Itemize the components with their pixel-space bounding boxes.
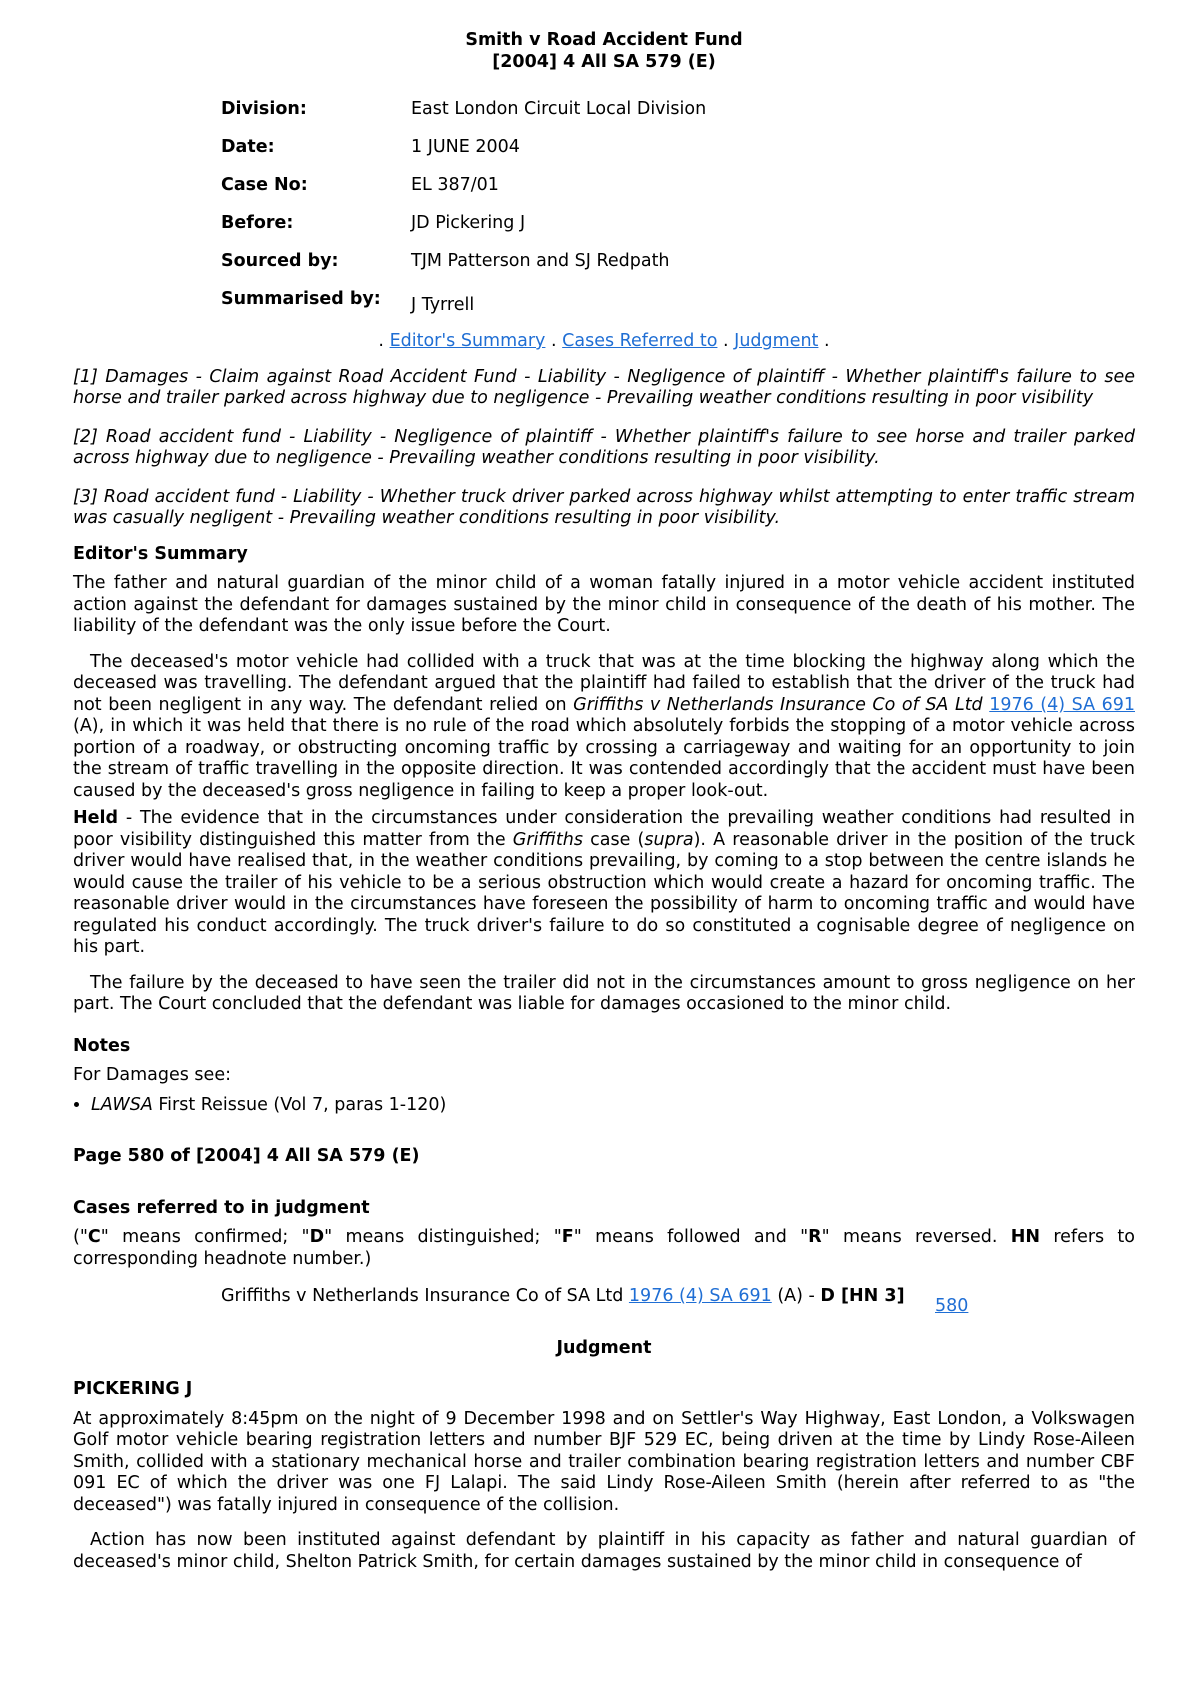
- nav-link-editors-summary[interactable]: Editor's Summary: [389, 331, 546, 351]
- judge-name: PICKERING J: [73, 1379, 193, 1399]
- sourced-label: Sourced by:: [221, 251, 339, 271]
- case-referred-row: [221, 1286, 1135, 1318]
- date-label: Date:: [221, 137, 275, 157]
- headnote-2: [2] Road accident fund - Liability - Negligence of plaintiff - Whether plaintiff's failure to see horse and trailer parked across highway due to negligence - Prevailing weather conditions resulting in poor visibility.: [73, 426, 1135, 468]
- section-nav: [73, 331, 1135, 353]
- nav-separator: .: [723, 331, 729, 351]
- caseno-value: EL 387/01: [411, 175, 499, 195]
- judgment-heading: Judgment: [556, 1337, 652, 1358]
- nav-separator: .: [378, 331, 384, 351]
- headnote-1: [1] Damages - Claim against Road Accident Fund - Liability - Negligence of plaintiff - Whether plaintiff's failure to see horse and trailer parked across highway due to negligence - Prevailing weather conditions resulting in poor visibility: [73, 366, 1135, 408]
- nav-separator: .: [824, 331, 830, 351]
- citation-link[interactable]: 1976 (4) SA 691: [989, 694, 1135, 715]
- nav-separator: .: [551, 331, 557, 351]
- summary-paragraph-1: The father and natural guardian of the minor child of a woman fatally injured in a motor vehicle accident instituted action against the defendant for damages sustained by the minor child in consequence of the death of his mother. The liability of the defendant was the only issue before the Court.: [73, 573, 1135, 636]
- case-referred-text: Griffiths v Netherlands Insurance Co of SA Ltd 1976 (4) SA 691 (A) - D [HN 3]: [221, 1286, 905, 1306]
- cases-legend: ("C" means confirmed; "D" means distinguished; "F" means followed and "R" means reversed. HN refers to corresponding headnote number.): [73, 1227, 1136, 1269]
- summary-paragraph-2: The deceased's motor vehicle had collided with a truck that was at the time blocking the highway along which the deceased was travelling. The defendant argued that the plaintiff had failed to establish that the driver of the truck had not been negligent in any way. The defendant relied on Griffiths v Netherlands Insurance Co of SA Ltd 1976 (4) SA 691 (A), in which it was held that there is no rule of the road which absolutely forbids the stopping of a motor vehicle across portion of a roadway, or obstructing oncoming traffic by crossing a carriageway and waiting for an opportunity to join the stream of traffic travelling in the opposite direction. It was contended accordingly that the accident must have been caused by the deceased's gross negligence in failing to keep a proper look-out.: [73, 651, 1135, 801]
- before-label: Before:: [221, 213, 294, 233]
- case-name-italic: Griffiths v Netherlands Insurance Co of SA Ltd: [573, 694, 983, 715]
- case-title: Smith v Road Accident Fund: [465, 30, 743, 50]
- division-value: East London Circuit Local Division: [411, 99, 707, 119]
- division-label: Division:: [221, 99, 307, 119]
- notes-list: [73, 1095, 1135, 1117]
- cases-referred-heading: Cases referred to in judgment: [73, 1197, 370, 1218]
- case-citation: [2004] 4 All SA 579 (E): [492, 51, 716, 72]
- case-page-link[interactable]: 580: [935, 1296, 969, 1316]
- case-citation-link[interactable]: 1976 (4) SA 691: [628, 1286, 772, 1306]
- sourced-value: TJM Patterson and SJ Redpath: [411, 251, 670, 271]
- before-value: JD Pickering J: [411, 213, 526, 233]
- case-metadata-table: [221, 93, 706, 327]
- list-item: • LAWSA First Reissue (Vol 7, paras 1-120): [91, 1095, 1135, 1117]
- summarised-value: J Tyrrell: [411, 295, 475, 315]
- judgment-paragraph-1: At approximately 8:45pm on the night of 9 December 1998 and on Settler's Way Highway, East London, a Volkswagen Golf motor vehicle bearing registration letters and number BJF 529 EC, being driven at the time by Lindy Rose-Aileen Smith, collided with a stationary mechanical horse and trailer combination bearing registration letters and number CBF 091 EC of which the driver was one FJ Lalapi. The said Lindy Rose-Aileen Smith (herein after referred to as "the deceased") was fatally injured in consequence of the collision.: [73, 1408, 1135, 1515]
- caseno-label: Case No:: [221, 175, 308, 195]
- held-label: Held: [73, 808, 119, 828]
- summary-held-paragraph: Held - The evidence that in the circumstances under consideration the prevailing weather conditions had resulted in poor visibility distinguished this matter from the Griffiths case (supra). A reasonable driver in the position of the truck driver would have realised that, in the weather conditions prevailing, by coming to a stop between the centre islands he would cause the trailer of his vehicle to be a serious obstruction which would create a hazard for oncoming traffic. The reasonable driver would in the circumstances have foreseen the possibility of harm to oncoming traffic and would have regulated his conduct accordingly. The truck driver's failure to do so constituted a cognisable degree of negligence on his part.: [73, 808, 1135, 957]
- judgment-paragraph-2: Action has now been instituted against defendant by plaintiff in his capacity as father and natural guardian of deceased's minor child, Shelton Patrick Smith, for certain damages sustained by the minor child in consequence of: [73, 1530, 1135, 1572]
- summarised-label: Summarised by:: [221, 289, 381, 309]
- date-value: 1 JUNE 2004: [411, 137, 520, 157]
- notes-heading: Notes: [73, 1035, 131, 1056]
- document-body: [73, 30, 1135, 1573]
- nav-link-cases-referred[interactable]: Cases Referred to: [562, 331, 718, 351]
- summary-paragraph-4: The failure by the deceased to have seen the trailer did not in the circumstances amount to gross negligence on her part. The Court concluded that the defendant was liable for damages occasioned to the minor child.: [73, 972, 1135, 1014]
- notes-intro: For Damages see:: [73, 1065, 231, 1085]
- nav-link-judgment[interactable]: Judgment: [734, 331, 819, 351]
- headnote-3: [3] Road accident fund - Liability - Whether truck driver parked across highway whilst attempting to enter traffic stream was casually negligent - Prevailing weather conditions resulting in poor visibility.: [73, 486, 1135, 528]
- page-reference: Page 580 of [2004] 4 All SA 579 (E): [73, 1146, 420, 1166]
- editors-summary-heading: Editor's Summary: [73, 543, 248, 564]
- case-page-cell: [935, 1286, 968, 1318]
